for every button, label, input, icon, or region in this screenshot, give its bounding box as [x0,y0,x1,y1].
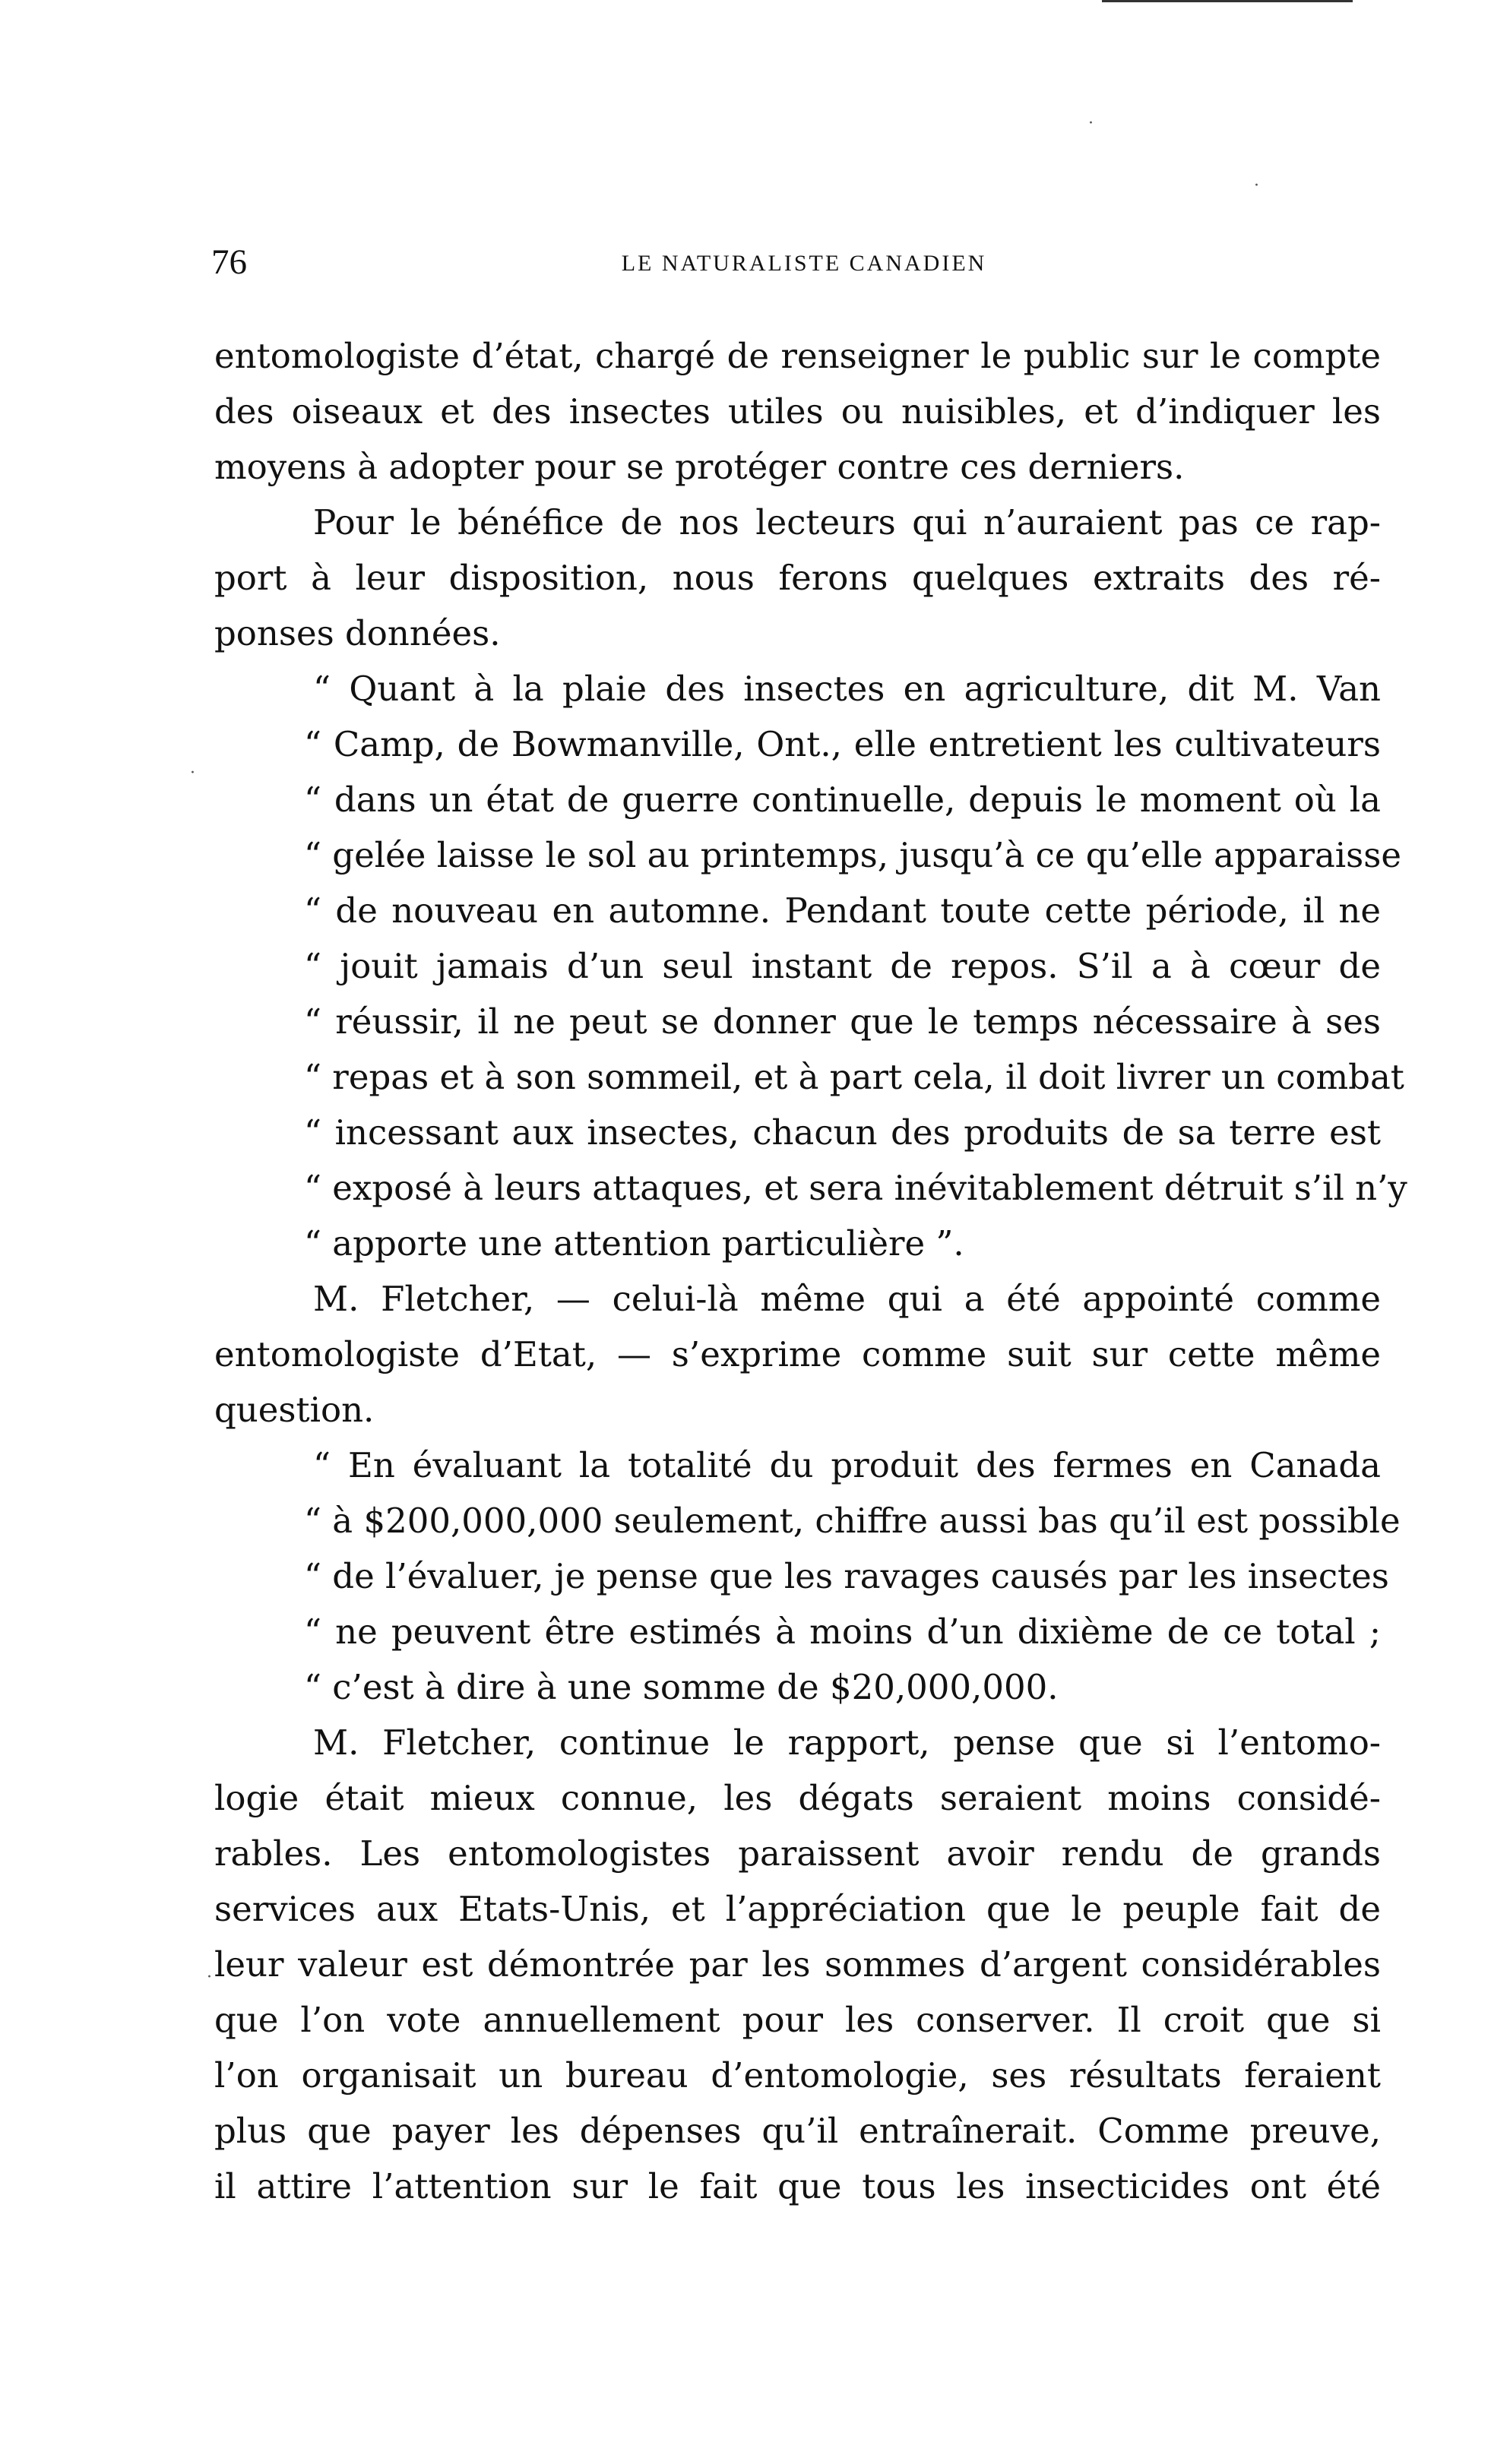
text-line: “ gelée laisse le sol au printemps, jusqu’à ce qu’elle apparaisse [304,835,1401,875]
text-line: question. [214,1390,375,1430]
top-rule [1102,0,1353,2]
running-head: LE NATURALISTE CANADIEN [621,251,987,276]
text-line: ponses données. [214,613,501,653]
text-line: “ dans un état de guerre continuelle, depuis le moment où la [304,780,1381,820]
body-text [214,328,1407,2214]
text-line: des oiseaux et des insectes utiles ou nuisibles, et d’indiquer les [214,391,1381,432]
text-line: services aux Etats-Unis, et l’appréciation que le peuple fait de [214,1889,1381,1929]
text-line: entomologiste d’état, chargé de renseigner le public sur le compte [214,336,1381,376]
text-line: “ à $200,000,000 seulement, chiffre aussi bas qu’il est possible [304,1501,1401,1541]
text-line: moyens à adopter pour se protéger contre ces derniers. [214,447,1185,487]
page-number: 76 [211,242,247,282]
text-line: “ repas et à son sommeil, et à part cela, il doit livrer un combat [304,1057,1404,1097]
text-line: logie était mieux connue, les dégats seraient moins considé- [214,1778,1381,1818]
text-line: leur valeur est démontrée par les sommes d’argent considérables [214,1944,1381,1985]
text-line: “ Camp, de Bowmanville, Ont., elle entretient les cultivateurs [304,724,1381,764]
text-line: l’on organisait un bureau d’entomologie, ses résultats feraient [214,2055,1381,2096]
text-line: que l’on vote annuellement pour les conserver. Il croit que si [214,2000,1381,2040]
text-line: “ de nouveau en automne. Pendant toute cette période, il ne [304,890,1381,931]
text-line: plus que payer les dépenses qu’il entraînerait. Comme preuve, [214,2111,1381,2151]
scan-mark: · [190,764,195,783]
text-line: “ Quant à la plaie des insectes en agriculture, dit M. Van [313,669,1381,709]
text-line: “ de l’évaluer, je pense que les ravages causés par les insectes [304,1556,1389,1596]
scan-mark: · [207,1968,212,1987]
text-line: “ exposé à leurs attaques, et sera inévitablement détruit s’il n’y [304,1168,1407,1208]
text-line: entomologiste d’Etat, — s’exprime comme suit sur cette même [214,1334,1381,1374]
text-line: Pour le bénéfice de nos lecteurs qui n’auraient pas ce rap- [313,502,1381,542]
page-header [211,242,1366,287]
text-line: “ jouit jamais d’un seul instant de repos. S’il a à cœur de [304,946,1381,986]
text-line: “ incessant aux insectes, chacun des produits de sa terre est [304,1112,1381,1153]
text-line: “ ne peuvent être estimés à moins d’un dixième de ce total ; [304,1612,1381,1652]
text-line: “ En évaluant la totalité du produit des fermes en Canada [313,1445,1381,1485]
text-line: “ c’est à dire à une somme de $20,000,000. [304,1667,1059,1707]
scan-mark: · [1254,176,1259,195]
text-line: “ réussir, il ne peut se donner que le temps nécessaire à ses [304,1001,1381,1042]
text-line: il attire l’attention sur le fait que tous les insecticides ont été [214,2166,1381,2206]
text-line: “ apporte une attention particulière ”. [304,1223,964,1264]
text-line: M. Fletcher, continue le rapport, pense que si l’entomo- [313,1722,1381,1763]
text-line: port à leur disposition, nous ferons quelques extraits des ré- [214,558,1381,598]
text-line: M. Fletcher, — celui-là même qui a été appointé comme [313,1279,1381,1319]
scan-mark: · [1088,114,1094,133]
text-line: rables. Les entomologistes paraissent avoir rendu de grands [214,1833,1381,1874]
